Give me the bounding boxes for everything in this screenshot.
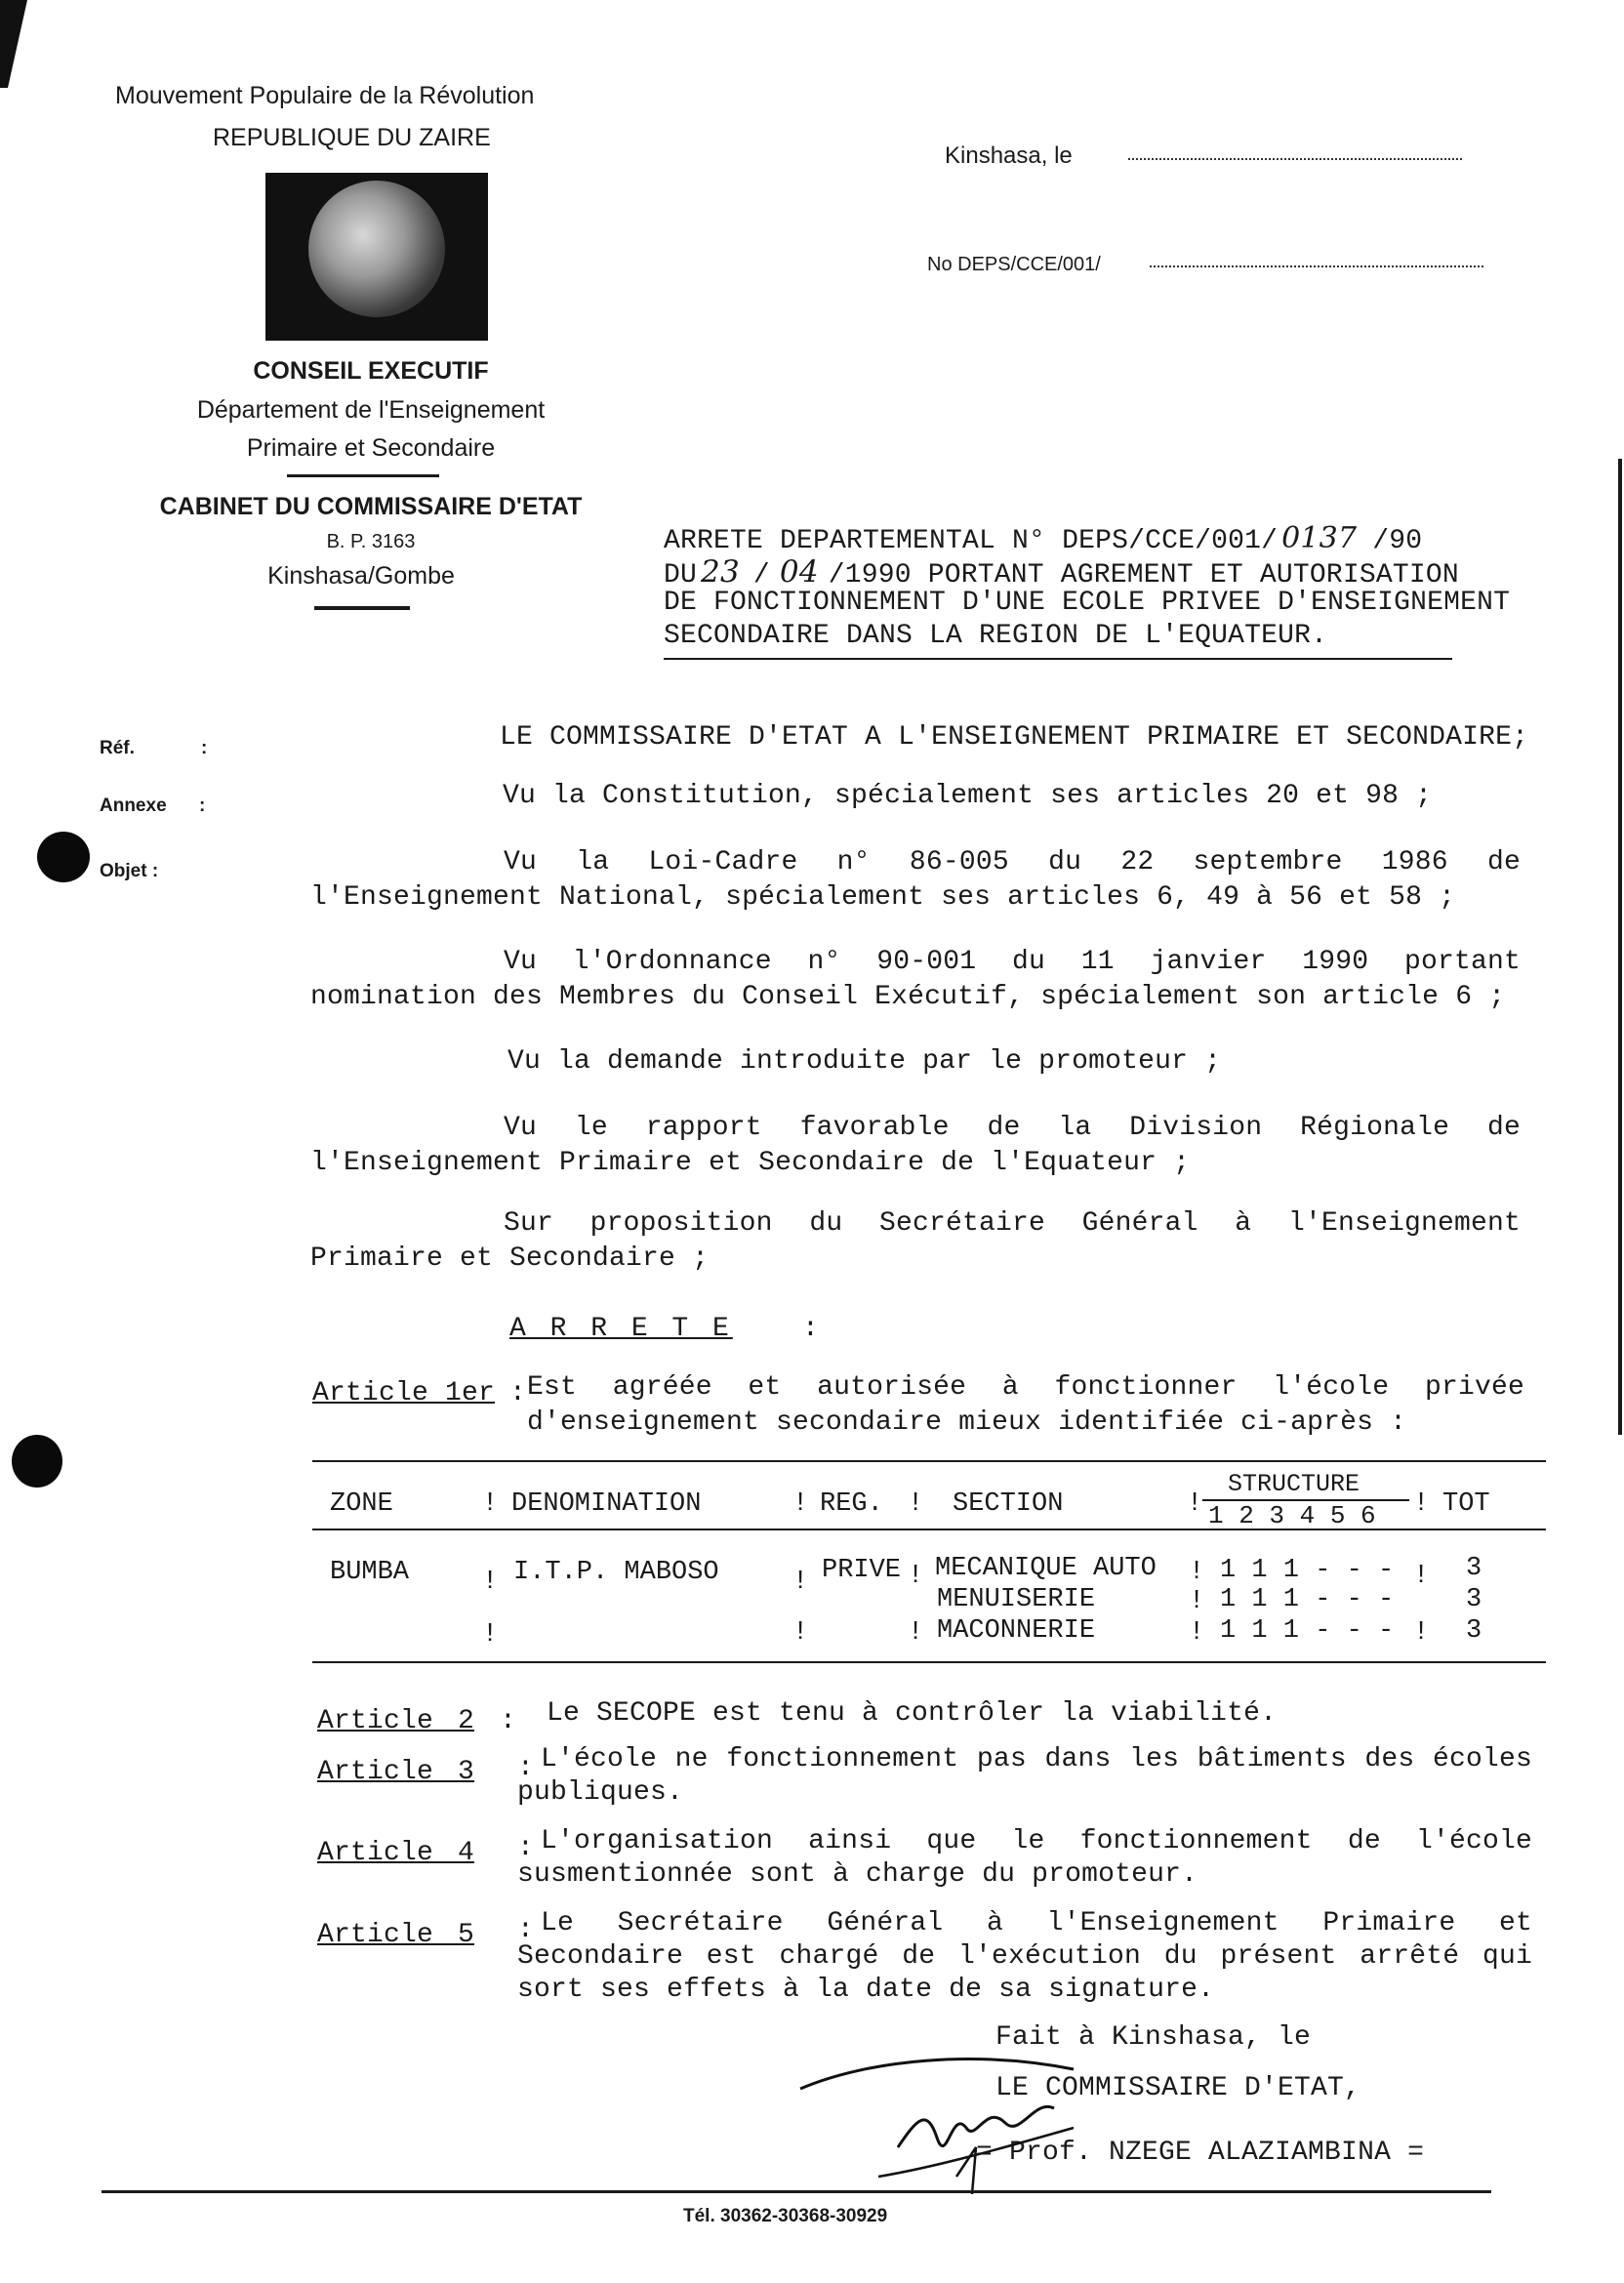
article-2-text: Le SECOPE est tenu à contrôler la viabilité. [547,1698,1278,1729]
decree-date-prefix: DU [664,560,698,591]
ref-colon: : [201,738,208,758]
cell-tot-2: 3 [1466,1585,1482,1614]
annexe-colon: : [199,795,206,816]
city-underline [314,606,410,610]
objet-label: Objet : [100,861,159,881]
decree-number: 0137 [1281,521,1358,555]
article-5-label: Article 5 [317,1920,475,1950]
cell-section-2: MENUISERIE [937,1585,1096,1614]
letterhead-divider [287,474,439,477]
col-header-zone: ZONE [330,1489,393,1519]
article-4-text: L'organisation ainsi que le fonctionnement de l'école susmentionnée sont à charge du promoteur. [517,1826,1532,1890]
article-1-label: Article 1er [312,1378,496,1408]
department-line-1: Département de l'Enseignement [196,396,546,424]
decree-date-suffix: /1990 PORTANT AGREMENT ET AUTORISATION [828,560,1459,591]
consideration-2: Vu la Loi-Cadre n° 86-005 du 22 septembre 1986 de l'Enseignement National, spécialement ses articles 6, 49 à 56 et 58 ; [310,847,1521,913]
cell-regime: PRIVE [822,1556,902,1585]
article-3-text: L'école ne fonctionnement pas dans les bâtiments des écoles publiques. [517,1744,1532,1808]
republic-name: REPUBLIQUE DU ZAIRE [213,124,491,151]
consideration-5: Vu le rapport favorable de la Division Régionale de l'Enseignement Primaire et Secondaire de l'Equateur ; [310,1113,1521,1178]
scan-corner-shadow [0,0,39,88]
col-header-tot: TOT [1442,1489,1490,1519]
signatory-name: = Prof. NZEGE ALAZIAMBINA = [976,2138,1425,2168]
scan-edge-right [1618,459,1622,1435]
consideration-6: Sur proposition du Secrétaire Général à l'Enseignement Primaire et Secondaire ; [310,1208,1521,1274]
article-4-label: Article 4 [317,1838,475,1868]
handwritten-signature [781,2030,1113,2196]
place-date-label: Kinshasa, le [945,143,1073,169]
cell-tot-1: 3 [1466,1554,1482,1583]
council-name: CONSEIL EXECUTIF [253,357,489,385]
col-header-denomination: DENOMINATION [511,1489,702,1519]
cell-denomination: I.T.P. MABOSO [513,1558,719,1587]
movement-name: Mouvement Populaire de la Révolution [115,82,535,109]
arrete-heading: A R R E T E [509,1314,733,1344]
punch-hole-top [37,832,90,882]
reference-label: No DEPS/CCE/001/ [927,254,1101,275]
national-seal [265,173,488,341]
ref-label: Réf. [100,738,135,758]
punch-hole-bottom [12,1435,62,1488]
decree-title-line-4: SECONDAIRE DANS LA REGION DE L'EQUATEUR. [664,621,1328,651]
decree-title-line-1 [664,521,1422,556]
cell-tot-3: 3 [1466,1616,1482,1646]
col-header-reg: REG. [820,1489,883,1519]
decree-title-underline [664,658,1452,660]
cell-section-1: MECANIQUE AUTO [935,1554,1157,1583]
signature-title: LE COMMISSAIRE D'ETAT, [995,2073,1361,2103]
decree-title-prefix: ARRETE DEPARTEMENTAL N° DEPS/CCE/001/ [664,526,1279,556]
cell-structure-3: 1 1 1 - - - [1220,1616,1395,1646]
decree-year: /90 [1372,526,1423,556]
consideration-3: Vu l'Ordonnance n° 90-001 du 11 janvier 1990 portant nomination des Membres du Conseil Exécutif, spécialement son article 6 ; [310,947,1521,1012]
col-header-structure: STRUCTURE [1228,1470,1360,1498]
article-5-text: Le Secrétaire Général à l'Enseignement Primaire et Secondaire est chargé de l'exécution du présent arrêté qui sort ses effets à la date de sa signature. [517,1908,1532,2005]
authority-line: LE COMMISSAIRE D'ETAT A L'ENSEIGNEMENT PRIMAIRE ET SECONDAIRE; [500,722,1529,753]
department-line-2: Primaire et Secondaire [246,434,496,462]
date-fill-line [1128,158,1462,160]
arrete-colon: : [802,1314,820,1344]
cabinet-name: CABINET DU COMMISSAIRE D'ETAT [159,493,583,520]
consideration-1: Vu la Constitution, spécialement ses articles 20 et 98 ; [503,781,1433,811]
consideration-4: Vu la demande introduite par le promoteur ; [508,1046,1222,1077]
letterhead-city: Kinshasa/Gombe [267,562,455,590]
article-2-label: Article 2 [317,1706,475,1736]
decree-title-line-2: DU 23 / 04 /1990 PORTANT AGREMENT ET AUTORISATION [664,554,1459,591]
decree-month: 04 [779,554,819,590]
cell-structure-1: 1 1 1 - - - [1220,1556,1395,1585]
table-top-rule [312,1460,1546,1462]
decree-title-line-3: DE FONCTIONNEMENT D'UNE ECOLE PRIVEE D'ENSEIGNEMENT [664,588,1511,618]
article-1-text: Est agréée et autorisée à fonctionner l'école privée d'enseignement secondaire mieux identifiée ci-après : [527,1372,1524,1438]
cell-structure-2: 1 1 1 - - - [1220,1585,1395,1614]
footer-phone: Tél. 30362-30368-30929 [683,2206,888,2226]
col-header-structure-levels: 1 2 3 4 5 6 [1208,1501,1376,1530]
col-header-section: SECTION [953,1489,1064,1519]
decree-day: 23 [701,554,740,590]
signature-place: Fait à Kinshasa, le [995,2022,1312,2053]
footer-rule [102,2190,1491,2193]
article-3-label: Article 3 [317,1757,475,1787]
reference-fill-line [1150,265,1483,267]
po-box: B. P. 3163 [326,531,416,552]
seal-emblem-icon [308,181,445,317]
cell-section-3: MACONNERIE [937,1616,1096,1646]
cell-zone: BUMBA [330,1558,410,1587]
table-bottom-rule [312,1661,1546,1663]
annexe-label: Annexe [100,795,167,816]
